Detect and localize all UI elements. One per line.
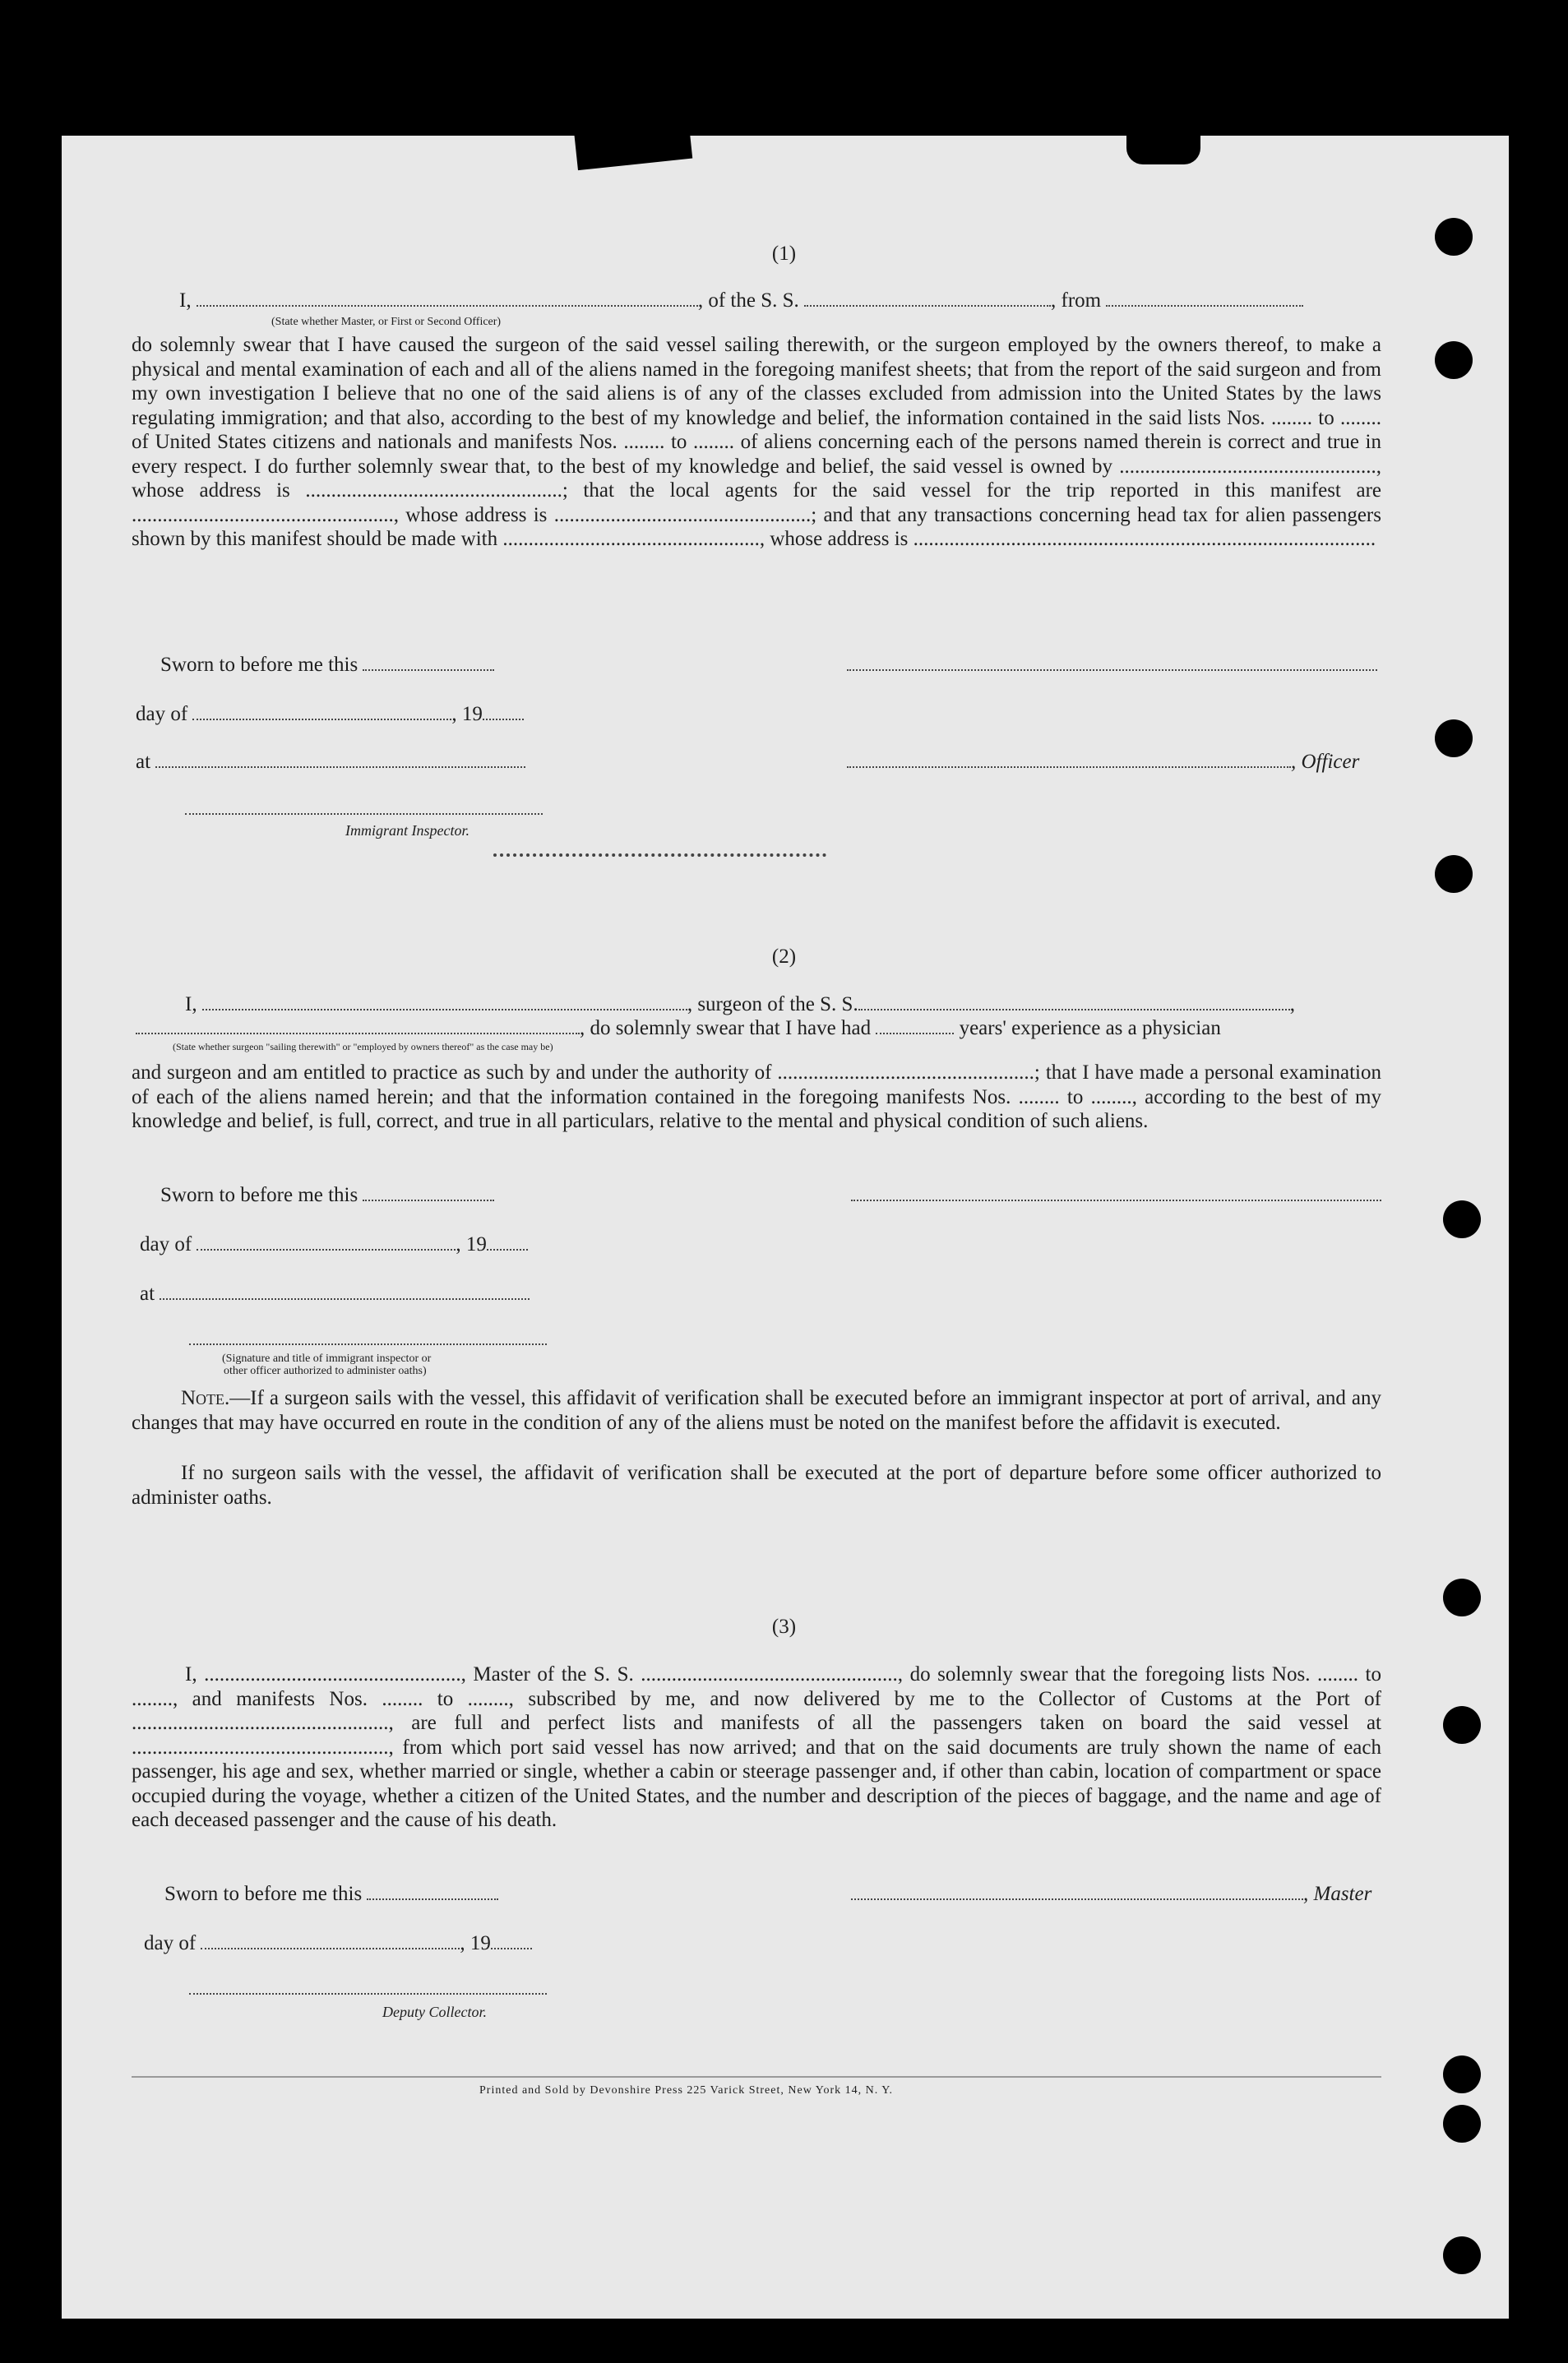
punch-hole	[1435, 855, 1473, 893]
section1-suffix: , from	[1051, 289, 1102, 312]
section3-collector: Deputy Collector.	[382, 2004, 487, 2020]
punch-hole	[1443, 1200, 1481, 1238]
section3-collector-line	[189, 1977, 547, 2000]
section2-sig-caption1: (Signature and title of immigrant inspector or	[222, 1353, 432, 1365]
section2-body: and surgeon and am entitled to practice as such by and under the authority of ..................................................; that I have made a personal examination of each of the aliens named herein; and that the information contained in the foregoing manifests Nos. ........ to ........, according to the best of my knowledge and belief, is full, correct, and true in all particulars, relative to the mental and physical condition of such aliens.	[132, 1061, 1381, 1132]
punch-hole	[1443, 2236, 1481, 2274]
year-label: , 19	[451, 703, 483, 725]
section1-sworn	[160, 654, 494, 677]
section2-mid: , surgeon of the S. S.	[687, 993, 858, 1015]
section1-officer	[847, 751, 1359, 774]
section3-day	[144, 1932, 532, 1955]
officer-label: , Officer	[1291, 751, 1360, 773]
section1-inspector-line	[185, 798, 543, 821]
section3-master	[851, 1883, 1371, 1906]
section1-heading: (1)	[771, 243, 797, 265]
day-of-label: day of	[136, 703, 188, 725]
section2-heading: (2)	[771, 946, 797, 968]
section1-day	[136, 703, 524, 726]
day-of-label: day of	[144, 1932, 197, 1954]
section2-note2	[132, 1461, 1381, 1510]
section1-caption: (State whether Master, or First or Second Officer)	[271, 316, 502, 328]
section1-dotted-row	[493, 839, 826, 862]
sworn-label: Sworn to before me this	[164, 1883, 363, 1905]
note-label: Note.	[181, 1387, 230, 1409]
section1-line1	[179, 289, 1303, 312]
punch-hole	[1443, 1706, 1481, 1744]
note2-text: If no surgeon sails with the vessel, the affidavit of verification shall be executed at the port of departure before some officer authorized to administer oaths.	[132, 1462, 1381, 1509]
section2-line2-mid: , do solemnly swear that I have had	[580, 1017, 872, 1039]
section2-day	[140, 1233, 528, 1256]
section2-at	[140, 1283, 530, 1306]
section2-sworn-line	[851, 1184, 1381, 1207]
footer-rule	[132, 2076, 1381, 2078]
section1-prefix: I,	[179, 289, 192, 312]
punch-hole	[1443, 1579, 1481, 1616]
section2-line1	[185, 993, 1295, 1016]
section3-body: I, .................................................., Master of the S. S. .................................................., do solemnly swear that the foregoing lists Nos. ........ to ........, and manifests Nos. ........ to ........, subscribed by me, and now delivered by me to the Collector of Customs at the Port of .................................................., are full and perfect lists and manifests of all the passengers taken on board the said vessel at .................................................., from which port said vessel has now arrived; and that on the said documents are truly shown the name of each passenger, his age and sex, whether married or single, whether a cabin or steerage passenger and, if other than cabin, location of compartment or space occupied during the voyage, whether a citizen of the United States, and the number and description of the pieces of baggage, and the name and age of each deceased passenger and the cause of his death.	[132, 1663, 1381, 1831]
section2-sworn	[160, 1184, 494, 1207]
at-label: at	[140, 1283, 155, 1305]
section2-prefix: I,	[185, 993, 197, 1015]
punch-hole	[1443, 2105, 1481, 2143]
section2-sig-caption2: other officer authorized to administer oaths)	[224, 1365, 427, 1377]
section2-caption: (State whether surgeon "sailing therewith" or "employed by owners thereof" as the case may be)	[173, 1041, 553, 1052]
section1-body: do solemnly swear that I have caused the surgeon of the said vessel sailing therewith, or the surgeon employed by the owners thereof, to make a physical and mental examination of each and all of the aliens named in the foregoing manifest sheets; that from the report of the said surgeon and from my own investigation I believe that no one of the said aliens is of any of the classes excluded from admission into the United States by the laws regulating immigration; and that also, according to the best of my knowledge and belief, the information contained in the said lists Nos. ........ to ........ of United States citizens and nationals and manifests Nos. ........ to ........ of aliens concerning each of the persons named therein is correct and true in every respect. I do further solemnly swear that, to the best of my knowledge and belief, the said vessel is owned by .................................................., whose address is ..................................................; that the local agents for the said vessel for the trip reported in this manifest are ..................................................., whose address is ..................................................; and that any transactions concerning head tax for alien passengers shown by this manifest should be made with .................................................., whose address is ..........................................................................................	[132, 334, 1381, 550]
section2-sig-line	[189, 1328, 547, 1351]
section2-suffix: ,	[1289, 993, 1295, 1015]
section2-line2	[136, 1017, 1221, 1040]
section3-heading: (3)	[771, 1616, 797, 1638]
at-label: at	[136, 751, 151, 773]
year-label: , 19	[460, 1932, 491, 1954]
section1-inspector: Immigrant Inspector.	[345, 822, 469, 839]
day-of-label: day of	[140, 1233, 192, 1255]
section3-sworn	[164, 1883, 498, 1906]
section1-mid: , of the S. S.	[697, 289, 799, 312]
sworn-label: Sworn to before me this	[160, 654, 358, 676]
master-label: , Master	[1303, 1883, 1372, 1905]
section2-line2-suffix: years' experience as a physician	[959, 1017, 1221, 1039]
torn-edge	[1126, 99, 1200, 164]
sworn-label: Sworn to before me this	[160, 1184, 358, 1206]
punch-hole	[1435, 341, 1473, 379]
section2-note	[132, 1386, 1381, 1435]
printer-footer: Printed and Sold by Devonshire Press 225 Varick Street, New York 14, N. Y.	[479, 2084, 894, 2097]
year-label: , 19	[456, 1233, 487, 1255]
section1-at	[136, 751, 525, 774]
note-text: —If a surgeon sails with the vessel, this affidavit of verification shall be executed before an immigrant inspector at port of arrival, and any changes that may have occurred en route in the condition of any of the aliens must be noted on the manifest before the affidavit is executed.	[132, 1387, 1381, 1434]
punch-hole	[1443, 2055, 1481, 2093]
section1-sworn-line	[847, 654, 1377, 677]
punch-hole	[1435, 719, 1473, 757]
